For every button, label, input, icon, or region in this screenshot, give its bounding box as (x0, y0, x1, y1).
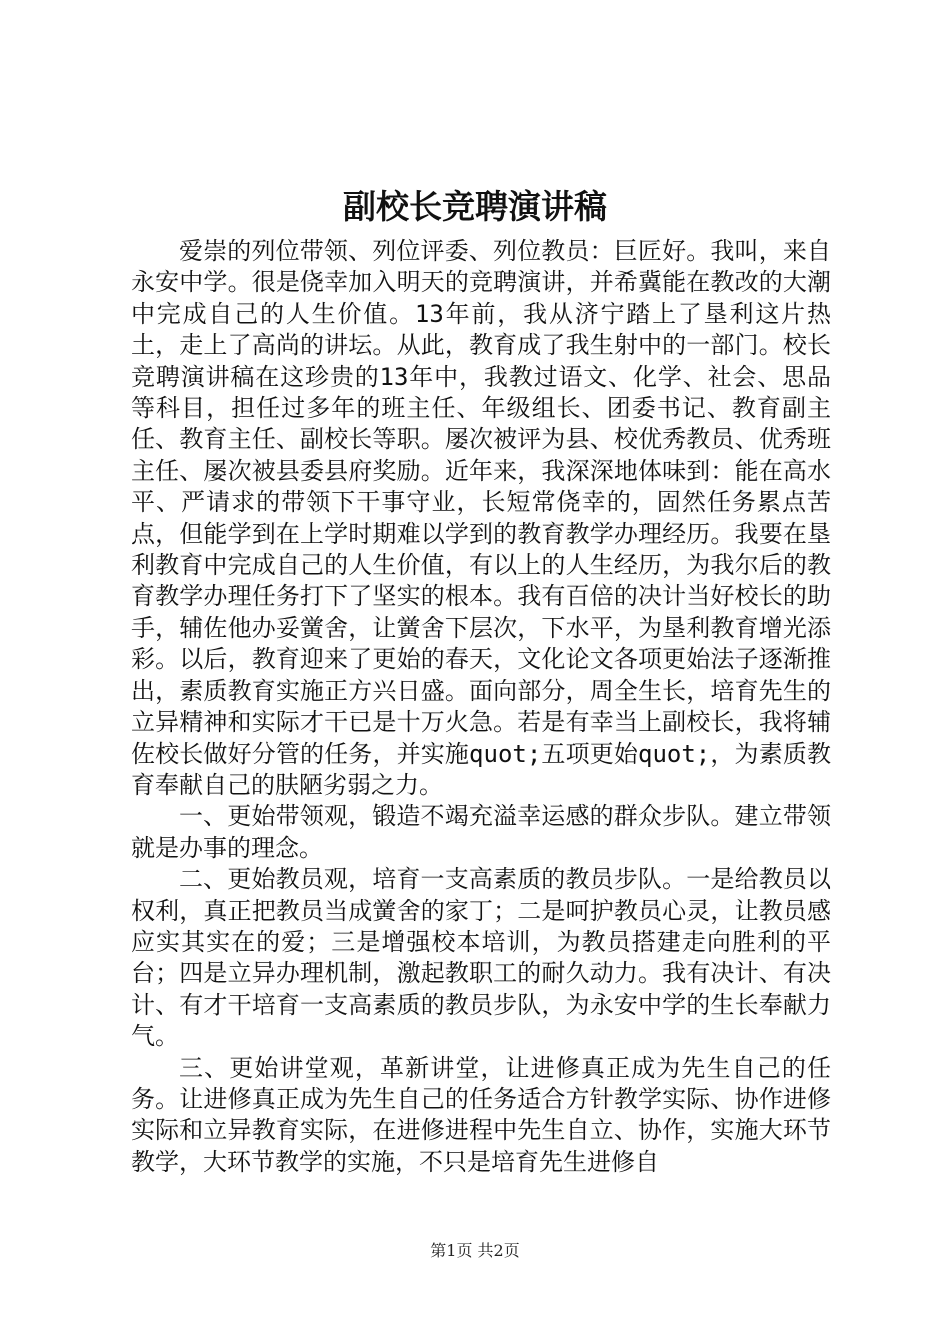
paragraph-point-three: 三、更始讲堂观，革新讲堂，让进修真正成为先生自己的任务。让进修真正成为先生自己的任务适合方针教学实际、协作进修实际和立异教育实际，在进修进程中先生自立、协作，实施大环节教学，大环节教学的实施，不只是培育先生进修自 (131, 1053, 831, 1176)
document-body (131, 236, 831, 1178)
page-footer: 第1页 共2页 (430, 1241, 520, 1260)
paragraph-intro: 爱崇的列位带领、列位评委、列位教员：巨匠好。我叫，来自永安中学。很是侥幸加入明天的竞聘演讲，并希冀能在教改的大潮中完成自己的人生价值。13年前，我从济宁踏上了垦利这片热土，走上了高尚的讲坛。从此，教育成了我生射中的一部门。校长竞聘演讲稿在这珍贵的13年中，我教过语文、化学、社会、思品等科目，担任过多年的班主任、年级组长、团委书记、教育副主任、教育主任、副校长等职。屡次被评为县、校优秀教员、优秀班主任、屡次被县委县府奖励。近年来，我深深地体味到：能在高水平、严请求的带领下干事守业，长短常侥幸的，固然任务累点苦点，但能学到在上学时期难以学到的教育教学办理经历。我要在垦利教育中完成自己的人生价值，有以上的人生经历，为我尔后的教育教学办理任务打下了坚实的根本。我有百倍的决计当好校长的助手，辅佐他办妥黉舍，让黉舍下层次，下水平，为垦利教育增光添彩。以后，教育迎来了更始的春天，文化论文各项更始法子逐渐推出，素质教育实施正方兴日盛。面向部分，周全生长，培育先生的立异精神和实际才干已是十万火急。若是有幸当上副校长，我将辅佐校长做好分管的任务，并实施quot;五项更始quot;，为素质教育奉献自己的肤陋劣弱之力。 (131, 237, 831, 799)
paragraph-point-two: 二、更始教员观，培育一支高素质的教员步队。一是给教员以权利，真正把教员当成黉舍的家丁；二是呵护教员心灵，让教员感应实其实在的爱；三是增强校本培训，为教员搭建走向胜利的平台；四是立异办理机制，激起教职工的耐久动力。我有决计、有决计、有才干培育一支高素质的教员步队，为永安中学的生长奉献力气。 (131, 865, 831, 1051)
paragraph-point-one: 一、更始带领观，锻造不竭充溢幸运感的群众步队。建立带领就是办事的理念。 (131, 802, 831, 862)
document-title: 副校长竞聘演讲稿 (343, 187, 607, 226)
